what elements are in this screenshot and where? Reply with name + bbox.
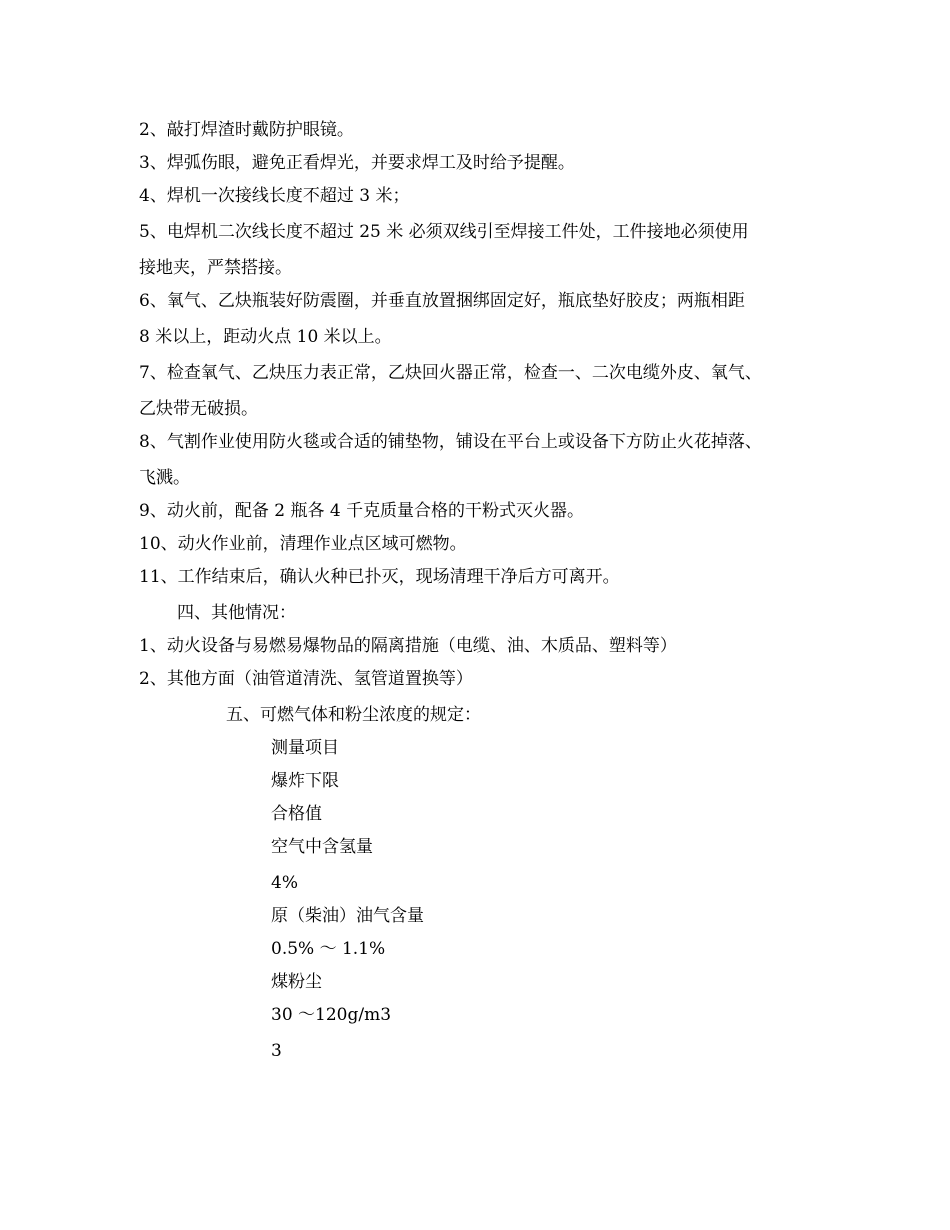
table-cell: 爆炸下限 — [271, 771, 339, 791]
section-4-item: 1、动火设备与易燃易爆物品的隔离措施（电缆、油、木质品、塑料等） — [139, 636, 677, 656]
measure-line: 接地夹，严禁搭接。 — [139, 258, 292, 278]
measure-line: 飞溅。 — [139, 468, 190, 488]
measure-line: 6、氧气、乙炔瓶装好防震圈，并垂直放置捆绑固定好，瓶底垫好胶皮；两瓶相距 — [139, 291, 745, 311]
measure-line: 3、焊弧伤眼，避免正看焊光，并要求焊工及时给予提醒。 — [139, 153, 575, 173]
measure-line: 乙炔带无破损。 — [139, 399, 258, 419]
table-cell: 原（柴油）油气含量 — [271, 906, 424, 926]
measure-line: 11、工作结束后，确认火种已扑灭，现场清理干净后方可离开。 — [139, 567, 620, 587]
table-cell: 测量项目 — [271, 738, 339, 758]
section-5-heading: 五、可燃气体和粉尘浓度的规定： — [226, 705, 481, 725]
measure-line: 4、焊机一次接线长度不超过 3 米； — [139, 186, 410, 206]
table-cell: 30 ～120g/m3 — [271, 1005, 392, 1025]
section-4-item: 2、其他方面（油管道清洗、氢管道置换等） — [139, 669, 473, 689]
table-cell: 3 — [271, 1041, 282, 1061]
table-cell: 0.5% ～ 1.1% — [271, 939, 386, 959]
measure-line: 2、敲打焊渣时戴防护眼镜。 — [139, 120, 354, 140]
measure-line: 9、动火前，配备 2 瓶各 4 千克质量合格的干粉式灭火器。 — [139, 501, 585, 521]
table-cell: 煤粉尘 — [271, 972, 322, 992]
measure-line: 10、动火作业前，清理作业点区域可燃物。 — [139, 534, 467, 554]
table-cell: 合格值 — [271, 804, 322, 824]
table-cell: 空气中含氢量 — [271, 837, 373, 857]
table-cell: 4% — [271, 873, 298, 893]
measure-line: 8 米以上，距动火点 10 米以上。 — [139, 327, 392, 347]
measure-line: 8、气割作业使用防火毯或合适的铺垫物，铺设在平台上或设备下方防止火花掉落、 — [139, 432, 762, 452]
measure-line: 5、电焊机二次线长度不超过 25 米 必须双线引至焊接工件处，工件接地必须使用 — [139, 222, 749, 242]
section-4-heading: 四、其他情况： — [177, 603, 296, 623]
measure-line: 7、检查氧气、乙炔压力表正常，乙炔回火器正常，检查一、二次电缆外皮、氧气、 — [139, 363, 762, 383]
